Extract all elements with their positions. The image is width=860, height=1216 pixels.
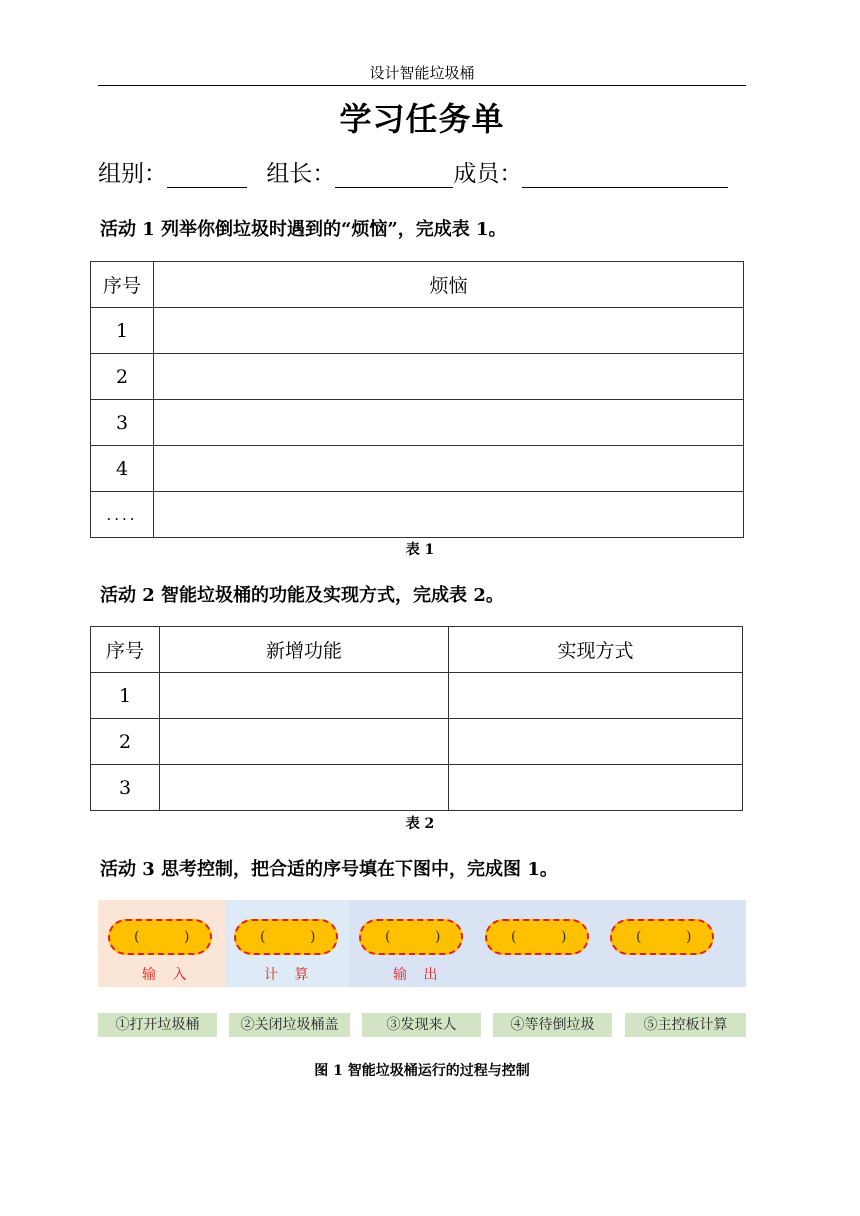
leader-label: 组长： [266,161,336,187]
leader-blank[interactable] [335,161,453,188]
slot-close: ) [686,929,692,945]
table2-caption: 表 2 [405,816,435,832]
slot-close: ) [310,929,316,945]
table-row [91,400,744,446]
col-header-index: 序号 [91,262,154,308]
table-row [91,446,744,492]
slot-open: ( [385,929,391,945]
slot-open: ( [636,929,642,945]
col-header-new-function: 新增功能 [160,627,449,673]
members-label: 成员： [453,161,523,187]
page-title: 学习任务单 [339,100,505,138]
col-header-implementation: 实现方式 [449,627,743,673]
table-2 [90,626,743,811]
slot-open: ( [260,929,266,945]
group-label: 组别： [98,161,167,187]
table-row [91,308,744,354]
members-blank[interactable] [522,161,728,188]
output-slot-1[interactable] [359,919,463,955]
slot-close: ) [184,929,190,945]
activity2-heading: 活动 2 智能垃圾桶的功能及实现方式，完成表 2。 [100,585,504,606]
trouble-cell[interactable] [154,492,744,538]
group-blank[interactable] [167,161,247,188]
table-row [91,673,743,719]
slot-close: ) [435,929,441,945]
output-slot-2[interactable] [485,919,589,955]
trouble-cell[interactable] [154,354,744,400]
option-close-lid[interactable]: ②关闭垃圾桶盖 [229,1013,350,1037]
col-header-index: 序号 [91,627,160,673]
input-zone-label: 输 入 [142,967,193,983]
slot-open: ( [134,929,140,945]
function-cell[interactable] [160,719,449,765]
running-header: 设计智能垃圾桶 [369,64,475,82]
row-index: 1 [91,308,154,354]
header-rule [98,85,746,86]
option-board-compute[interactable]: ⑤主控板计算 [625,1013,746,1037]
table-row [91,765,743,811]
implementation-cell[interactable] [449,765,743,811]
group-info-line [98,155,728,188]
row-index: 3 [91,765,160,811]
output-zone-label: 输 出 [393,967,444,983]
output-slot-3[interactable] [610,919,714,955]
slot-close: ) [561,929,567,945]
slot-open: ( [511,929,517,945]
table-row [91,354,744,400]
activity1-heading: 活动 1 列举你倒垃圾时遇到的“烦恼”，完成表 1。 [100,219,507,240]
row-index: 2 [91,719,160,765]
input-slot[interactable] [108,919,212,955]
compute-slot[interactable] [234,919,338,955]
row-index: 1 [91,673,160,719]
row-index: 4 [91,446,154,492]
option-wait-dumping[interactable]: ④等待倒垃圾 [493,1013,612,1037]
function-cell[interactable] [160,673,449,719]
activity3-heading: 活动 3 思考控制，把合适的序号填在下图中，完成图 1。 [100,859,558,880]
trouble-cell[interactable] [154,446,744,492]
row-index: 3 [91,400,154,446]
option-open-bin[interactable]: ①打开垃圾桶 [98,1013,217,1037]
col-header-trouble: 烦恼 [154,262,744,308]
trouble-cell[interactable] [154,308,744,354]
option-detect-person[interactable]: ③发现来人 [362,1013,481,1037]
table1-caption: 表 1 [405,542,435,558]
row-index: .... [91,492,154,538]
table-header-row [91,262,744,308]
implementation-cell[interactable] [449,673,743,719]
compute-zone-label: 计 算 [264,967,315,983]
row-index: 2 [91,354,154,400]
implementation-cell[interactable] [449,719,743,765]
table-row [91,492,744,538]
table-header-row [91,627,743,673]
function-cell[interactable] [160,765,449,811]
table-1 [90,261,744,538]
trouble-cell[interactable] [154,400,744,446]
figure1-caption: 图 1 智能垃圾桶运行的过程与控制 [314,1063,530,1079]
table-row [91,719,743,765]
